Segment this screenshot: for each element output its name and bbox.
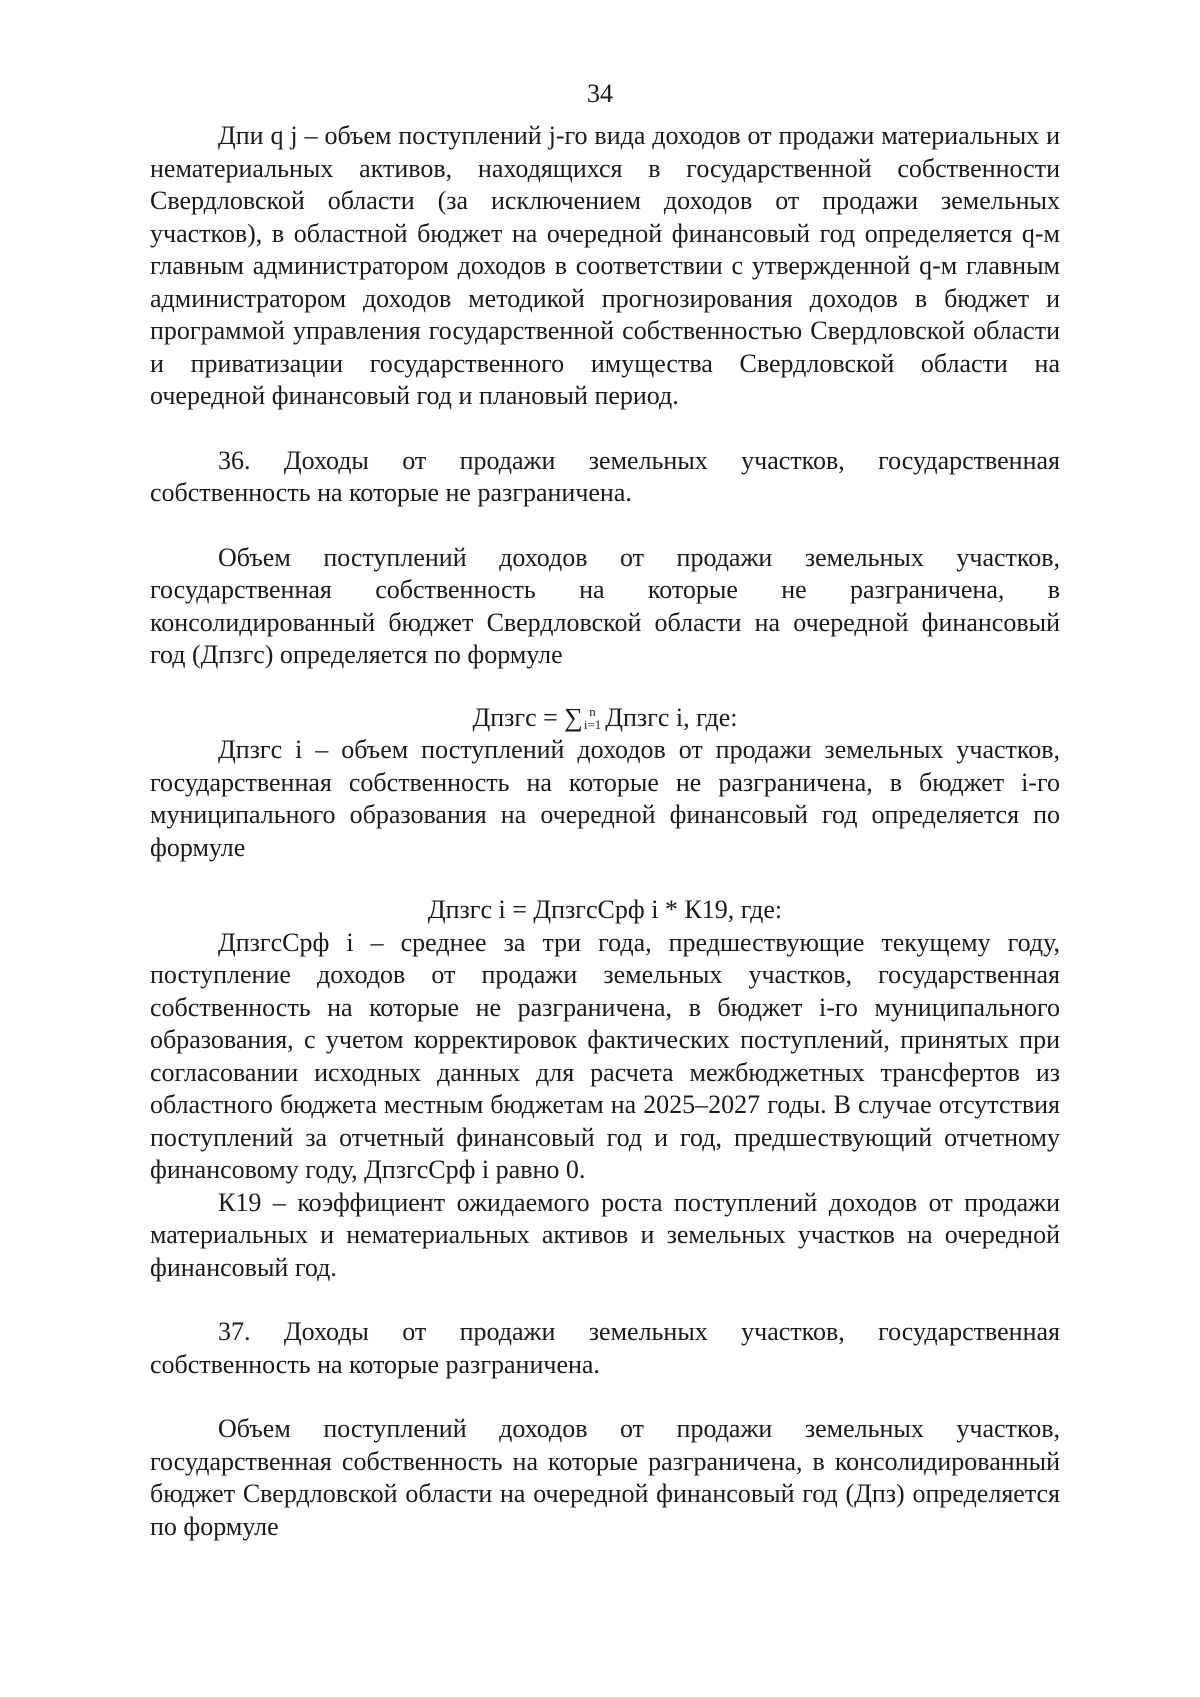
section-36-heading: 36. Доходы от продажи земельных участков, государственная собственность на которые не разграничена. [150,445,1060,507]
section-37-heading: 37. Доходы от продажи земельных участков, государственная собственность на которые разграничена. [150,1317,1060,1379]
formula-right: Дпзгс i, где: [605,702,738,732]
definition-dpzgs-i: Дпзгс i – объем поступлений доходов от продажи земельных участков, государственная собственность на которые не разграничена, в бюджет i-го муниципального образования на очередной финансовый год определяется по формуле [150,735,1060,862]
paragraph-dpi-definition: Дпи q j – объем поступлений j-го вида доходов от продажи материальных и нематериальных активов, находящихся в государственной собственности Свердловской области (за исключением доходов от продажи земельных участков), в областной бюджет на очередной финансовый год определяется q-м главным администратором доходов в соответствии с утвержденной q-м главным администратором доходов методикой прогнозирования доходов в бюджет и программой управления государственной собственностью Свердловской области и приватизации государственного имущества Свердловской области на очередной финансовый год и плановый период. [150,121,1060,410]
spacer [150,510,1060,542]
spacer [150,413,1060,445]
sum-limits [584,705,601,731]
sum-lower-limit: i=1 [583,716,602,732]
formula-left: Дпзгс = [472,702,565,732]
spacer [150,1381,1060,1413]
formula-dpzgs-i: Дпзгс i = ДпзгсСрф i * К19, где: [427,895,783,924]
definition-dpzgssrf-i: ДпзгсСрф i – среднее за три года, предшествующие текущему году, поступление доходов от продажи земельных участков, государственная собственность на которые не разграничена, в бюджет i-го муниципального образования, с учетом корректировок фактических поступлений, принятых при согласовании исходных данных для расчета межбюджетных трансфертов из областного бюджета местным бюджетам на 2025–2027 годы. В случае отсутствия поступлений за отчетный финансовый год и год, предшествующий отчетному финансовому году, ДпзгсСрф i равно 0. [150,927,1060,1184]
section-37-intro: Объем поступлений доходов от продажи земельных участков, государственная собственность на которые разграничена, в консолидированный бюджет Свердловской области на очередной финансовый год (Дпз) определяется по формуле [150,1414,1060,1541]
sum-icon: ∑ [564,702,583,732]
section-36-intro: Объем поступлений доходов от продажи земельных участков, государственная собственность на которые не разграничена, в консолидированный бюджет Свердловской области на очередной финансовый год (Дпзгс) определяется по формуле [150,542,1060,669]
spacer [150,672,1060,702]
sum-upper-limit: n [589,703,596,719]
spacer [150,864,1060,894]
definition-k19: К19 – коэффициент ожидаемого роста поступлений доходов от продажи материальных и нематериальных активов и земельных участков на очередной финансовый год. [150,1187,1060,1282]
formula-dpzgs-sum [150,702,1060,735]
document-body [150,120,1060,1543]
page-number: 34 [587,79,613,108]
spacer [150,1284,1060,1316]
